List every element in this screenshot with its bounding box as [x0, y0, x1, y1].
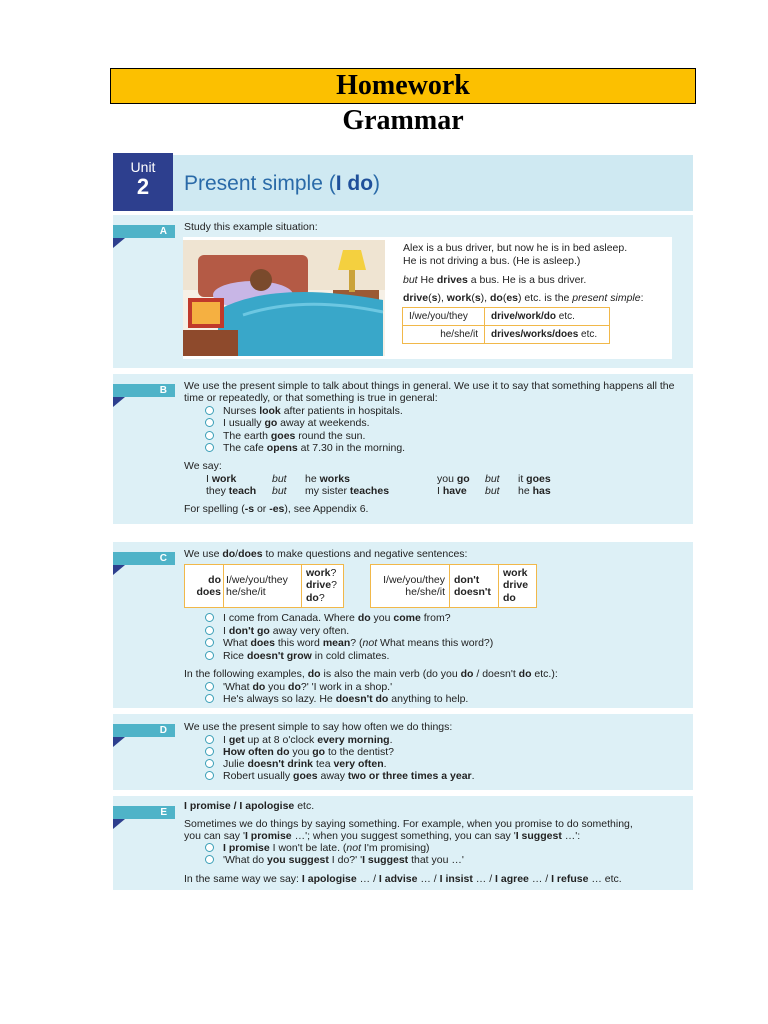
table-row: [403, 326, 610, 344]
bullet-icon: [205, 638, 214, 647]
unit-label: Unit: [130, 159, 156, 175]
section-c-p2: In the following examples, do is also the main verb (do you do / doesn't do etc.):: [184, 668, 558, 680]
compare-row-2-c: my sister teaches: [305, 485, 390, 497]
table-verb: drive/work/do etc.: [485, 308, 610, 326]
section-c-ex3: What does this word mean? (not What means this word?): [205, 637, 493, 650]
section-c-ex4: Rice doesn't grow in cold climates.: [205, 650, 389, 663]
bullet-icon: [205, 855, 214, 864]
unit-number: 2: [136, 174, 150, 199]
section-b-spelling: For spelling (-s or -es), see Appendix 6.: [184, 503, 369, 515]
conjugation-table: [402, 307, 610, 344]
bullet-icon: [205, 651, 214, 660]
table-row: [403, 308, 610, 326]
compare-row-2-b: but: [272, 485, 287, 497]
compare-row-1-a: I work: [206, 473, 237, 485]
unit-title: Present simple (I do): [184, 172, 381, 195]
section-d-ex1: I get up at 8 o'clock every morning.: [205, 734, 393, 747]
bullet-icon: [205, 747, 214, 756]
section-e-ex2: 'What do you suggest I do?' 'I suggest that you …': [205, 854, 464, 867]
section-a-tab: A: [113, 225, 175, 238]
table-subject: he/she/it: [403, 326, 485, 344]
unit-badge: [113, 153, 173, 211]
section-e-tab: E: [113, 806, 175, 819]
negative-grid: I/we/you/they he/she/it don't doesn't work drive do: [370, 564, 537, 608]
section-c-ex1: I come from Canada. Where do you come from?: [205, 612, 451, 625]
homework-banner: Homework: [110, 68, 696, 104]
bed-sleeping-illustration: [183, 240, 385, 356]
question-grid: do does I/we/you/they he/she/it work? drive? do?: [184, 564, 344, 608]
bullet-icon: [205, 694, 214, 703]
bullet-icon: [205, 431, 214, 440]
bullet-icon: [205, 682, 214, 691]
compare-row-1-f: it goes: [518, 473, 551, 485]
section-b-ex2: I usually go away at weekends.: [205, 417, 369, 430]
bullet-icon: [205, 759, 214, 768]
section-b-ex1: Nurses look after patients in hospitals.: [205, 405, 403, 418]
section-d-tab: D: [113, 724, 175, 737]
section-a-line4: drive(s), work(s), do(es) etc. is the present simple:: [403, 292, 644, 304]
section-b-p1: We use the present simple to talk about things in general. We use it to say that something happens all the: [184, 380, 675, 392]
compare-row-1-e: but: [485, 473, 500, 485]
section-b-ex3: The earth goes round the sun.: [205, 430, 365, 443]
section-d-ex4: Robert usually goes away two or three times a year.: [205, 770, 475, 783]
compare-row-1-d: you go: [437, 473, 470, 485]
section-e-head: I promise / I apologise etc.: [184, 800, 315, 812]
section-e-p2: you can say 'I promise …'; when you suggest something, you can say 'I suggest …':: [184, 830, 581, 842]
section-e-ex1: I promise I won't be late. (not I'm promising): [205, 842, 430, 855]
bullet-icon: [205, 771, 214, 780]
bullet-icon: [205, 735, 214, 744]
section-c-p1: We use do/does to make questions and negative sentences:: [184, 548, 468, 560]
section-a-line2: He is not driving a bus. (He is asleep.): [403, 255, 581, 267]
compare-row-2-f: he has: [518, 485, 551, 497]
section-b-p2: time or repeatedly, or that something is true in general:: [184, 392, 438, 404]
bullet-icon: [205, 626, 214, 635]
bullet-icon: [205, 443, 214, 452]
section-d-ex2: How often do you go to the dentist?: [205, 746, 394, 759]
compare-row-1-c: he works: [305, 473, 350, 485]
compare-row-2-a: they teach: [206, 485, 257, 497]
grammar-title: Grammar: [342, 105, 464, 136]
section-b-wesay: We say:: [184, 460, 222, 472]
section-e-p1: Sometimes we do things by saying something. For example, when you promise to do something,: [184, 818, 633, 830]
section-c-ex2: I don't go away very often.: [205, 625, 349, 638]
bullet-icon: [205, 418, 214, 427]
section-b-ex4: The cafe opens at 7.30 in the morning.: [205, 442, 405, 455]
compare-row-1-b: but: [272, 473, 287, 485]
compare-row-2-d: I have: [437, 485, 467, 497]
section-d-p1: We use the present simple to say how often we do things:: [184, 721, 453, 733]
bullet-icon: [205, 613, 214, 622]
bullet-icon: [205, 406, 214, 415]
section-c-tab: C: [113, 552, 175, 565]
section-a-line1: Alex is a bus driver, but now he is in bed asleep.: [403, 242, 628, 254]
section-b-tab: B: [113, 384, 175, 397]
section-e-p3: In the same way we say: I apologise … / I advise … / I insist … / I agree … / I refuse … etc.: [184, 873, 622, 885]
compare-row-2-e: but: [485, 485, 500, 497]
section-d-ex3: Julie doesn't drink tea very often.: [205, 758, 387, 771]
section-a-line3: but He drives a bus. He is a bus driver.: [403, 274, 587, 286]
section-a-intro: Study this example situation:: [184, 221, 318, 233]
section-c-ex6: He's always so lazy. He doesn't do anything to help.: [205, 693, 468, 706]
bullet-icon: [205, 843, 214, 852]
table-subject: I/we/you/they: [403, 308, 485, 326]
section-c-ex5: 'What do you do?' 'I work in a shop.': [205, 681, 392, 694]
table-verb: drives/works/does etc.: [485, 326, 610, 344]
